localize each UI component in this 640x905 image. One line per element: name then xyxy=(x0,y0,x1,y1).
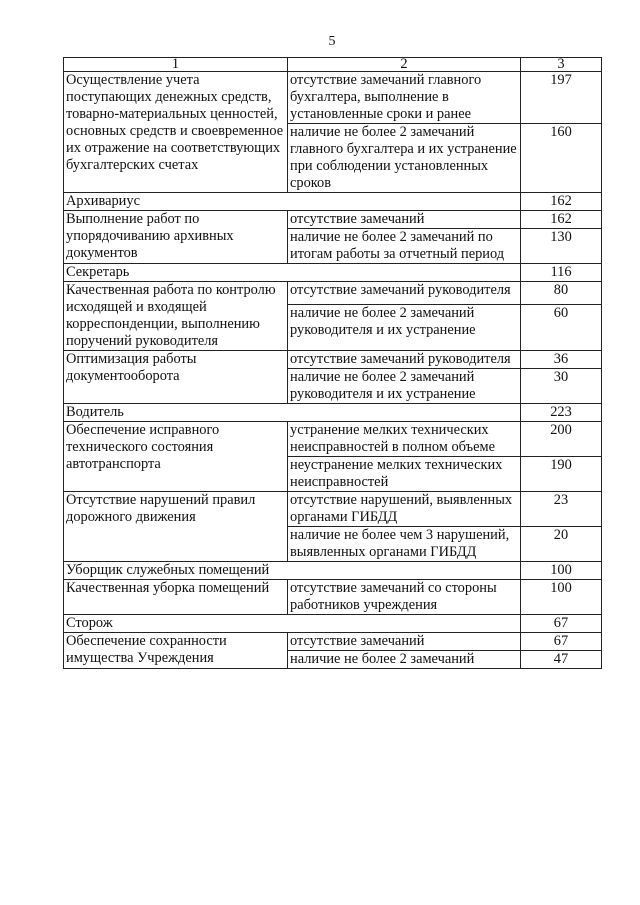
condition-cell: отсутствие замечаний руководителя xyxy=(288,351,521,369)
condition-cell: отсутствие замечаний руководителя xyxy=(288,282,521,305)
criterion-cell: Выполнение работ по упорядочиванию архивных документов xyxy=(64,211,288,264)
points-cell: 162 xyxy=(521,211,602,229)
condition-cell: наличие не более 2 замечаний xyxy=(288,651,521,669)
condition-cell: наличие не более чем 3 нарушений, выявленных органами ГИБДД xyxy=(288,527,521,562)
points-cell: 30 xyxy=(521,369,602,404)
table-row xyxy=(64,211,602,229)
section-row xyxy=(64,193,602,211)
table-row xyxy=(64,492,602,527)
points-cell: 47 xyxy=(521,651,602,669)
points-cell: 23 xyxy=(521,492,602,527)
table-row xyxy=(64,422,602,457)
condition-cell: отсутствие замечаний главного бухгалтера, выполнение в установленные сроки и ранее xyxy=(288,72,521,124)
points-cell: 20 xyxy=(521,527,602,562)
points-cell: 67 xyxy=(521,633,602,651)
criteria-table xyxy=(63,57,602,669)
points-cell: 130 xyxy=(521,229,602,264)
criterion-cell: Оптимизация работы документооборота xyxy=(64,351,288,404)
table-row xyxy=(64,282,602,305)
table-row xyxy=(64,633,602,651)
section-row xyxy=(64,264,602,282)
points-cell: 190 xyxy=(521,457,602,492)
position-title: Водитель xyxy=(64,404,521,422)
position-title: Уборщик служебных помещений xyxy=(64,562,521,580)
condition-cell: неустранение мелких технических неисправностей xyxy=(288,457,521,492)
table-row xyxy=(64,351,602,369)
page-number: 5 xyxy=(328,34,336,49)
position-points: 223 xyxy=(521,404,602,422)
position-title: Секретарь xyxy=(64,264,521,282)
criterion-cell: Качественная работа по контролю исходящей и входящей корреспонденции, выполнению поручений руководителя xyxy=(64,282,288,351)
condition-cell: отсутствие нарушений, выявленных органами ГИБДД xyxy=(288,492,521,527)
table-row xyxy=(64,580,602,615)
condition-cell: наличие не более 2 замечаний руководителя и их устранение xyxy=(288,305,521,351)
points-cell: 60 xyxy=(521,305,602,351)
header-cell: 3 xyxy=(521,58,602,72)
table-row xyxy=(64,72,602,124)
condition-cell: отсутствие замечаний xyxy=(288,211,521,229)
position-points: 162 xyxy=(521,193,602,211)
position-points: 67 xyxy=(521,615,602,633)
criterion-cell: Обеспечение исправного технического состояния автотранспорта xyxy=(64,422,288,492)
position-points: 116 xyxy=(521,264,602,282)
criterion-cell: Обеспечение сохранности имущества Учреждения xyxy=(64,633,288,669)
points-cell: 197 xyxy=(521,72,602,124)
table-header-row xyxy=(64,58,602,72)
position-points: 100 xyxy=(521,562,602,580)
header-cell: 1 xyxy=(64,58,288,72)
points-cell: 36 xyxy=(521,351,602,369)
condition-cell: отсутствие замечаний со стороны работников учреждения xyxy=(288,580,521,615)
header-cell: 2 xyxy=(288,58,521,72)
condition-cell: наличие не более 2 замечаний по итогам работы за отчетный период xyxy=(288,229,521,264)
condition-cell: устранение мелких технических неисправностей в полном объеме xyxy=(288,422,521,457)
position-title: Архивариус xyxy=(64,193,521,211)
condition-cell: наличие не более 2 замечаний руководителя и их устранение xyxy=(288,369,521,404)
points-cell: 160 xyxy=(521,124,602,193)
points-cell: 200 xyxy=(521,422,602,457)
section-row xyxy=(64,562,602,580)
position-title: Сторож xyxy=(64,615,521,633)
section-row xyxy=(64,615,602,633)
condition-cell: наличие не более 2 замечаний главного бухгалтера и их устранение при соблюдении установленных сроков xyxy=(288,124,521,193)
condition-cell: отсутствие замечаний xyxy=(288,633,521,651)
points-cell: 80 xyxy=(521,282,602,305)
criterion-cell: Качественная уборка помещений xyxy=(64,580,288,615)
criterion-cell: Осуществление учета поступающих денежных средств, товарно-материальных ценностей, основных средств и своевременное их отражение на соответствующих бухгалтерских счетах xyxy=(64,72,288,193)
section-row xyxy=(64,404,602,422)
criterion-cell: Отсутствие нарушений правил дорожного движения xyxy=(64,492,288,562)
points-cell: 100 xyxy=(521,580,602,615)
